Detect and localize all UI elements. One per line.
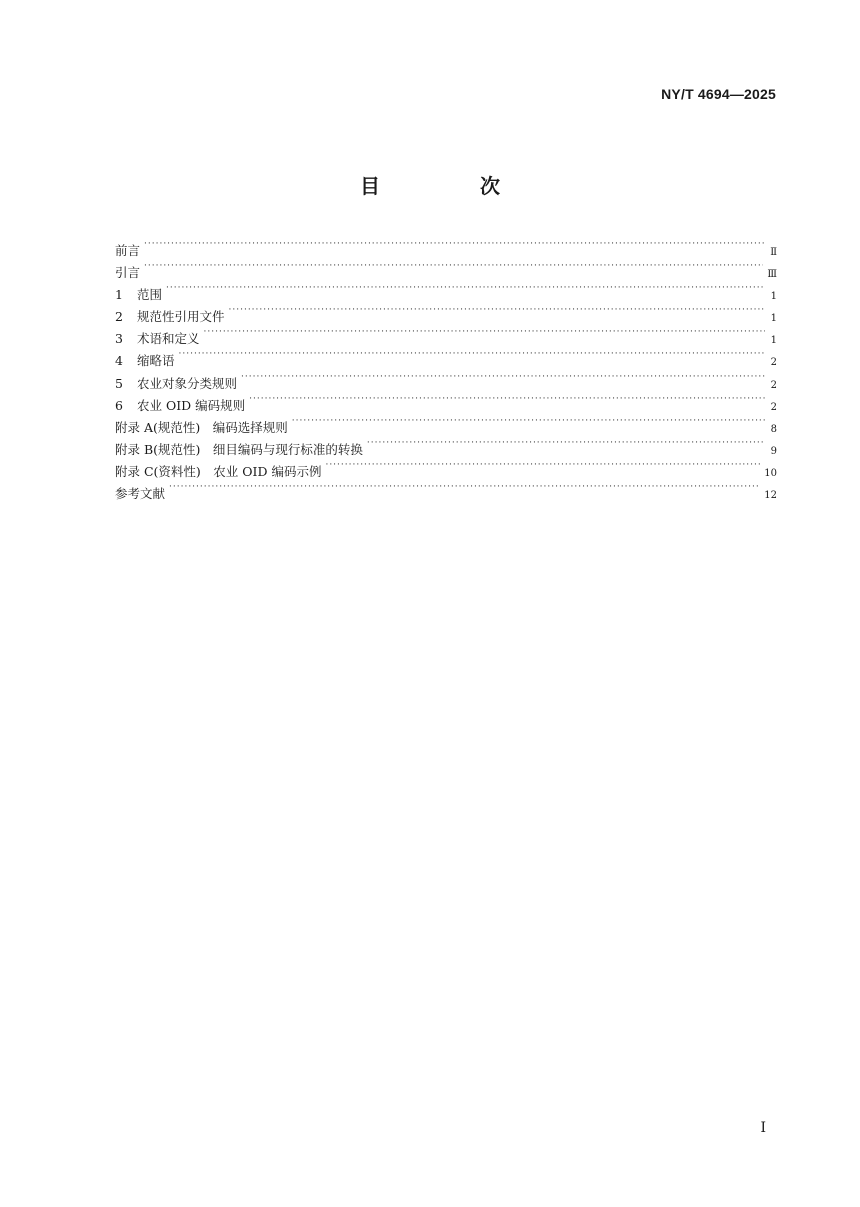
- section-number: 1: [115, 287, 123, 303]
- dot-leader: [229, 299, 765, 321]
- section-number: 3: [115, 331, 123, 347]
- toc-entry-page: 1: [770, 335, 777, 347]
- toc-entry-page: 8: [770, 423, 777, 435]
- toc-entry-label: 前言: [115, 243, 141, 258]
- toc-entry-abbreviations[interactable]: [115, 343, 777, 369]
- toc-entry-page: Ⅲ: [767, 269, 777, 281]
- toc-entry-page: 2: [770, 379, 777, 391]
- section-number: 5: [115, 375, 123, 391]
- toc-entry-foreword[interactable]: [115, 233, 777, 258]
- section-number: 4: [115, 353, 123, 369]
- toc-entry-page: 9: [770, 445, 777, 457]
- toc-entry-page: 12: [764, 490, 777, 502]
- toc-entry-introduction[interactable]: [115, 255, 777, 281]
- toc-entry-label: 3 术语和定义: [115, 328, 204, 350]
- dot-leader: [241, 366, 765, 388]
- dot-leader: [367, 432, 765, 454]
- toc-entry-label: 参考文献: [115, 486, 166, 502]
- dot-leader: [204, 321, 765, 343]
- dot-leader: [144, 233, 765, 255]
- table-of-contents: [115, 233, 777, 502]
- toc-entry-terms-definitions[interactable]: [115, 321, 777, 347]
- dot-leader: [144, 255, 763, 277]
- toc-entry-normative-references[interactable]: [115, 299, 777, 325]
- dot-leader: [169, 476, 760, 498]
- dot-leader: [166, 277, 765, 299]
- toc-entry-label: 6 农业 OID 编码规则: [115, 395, 249, 417]
- standard-code: NY/T 4694—2025: [661, 86, 776, 102]
- page-title: 目 次: [360, 174, 540, 198]
- toc-entry-label: 5 农业对象分类规则: [115, 373, 241, 395]
- toc-entry-label: 附录 A(规范性) 编码选择规则: [115, 419, 288, 435]
- section-number: 2: [115, 309, 123, 325]
- page-number: I: [760, 1120, 766, 1136]
- toc-entry-label: 2 规范性引用文件: [115, 306, 229, 328]
- dot-leader: [249, 388, 765, 410]
- toc-entry-label: 4 缩略语: [115, 350, 179, 372]
- dot-leader: [292, 410, 765, 432]
- toc-entry-label: 附录 B(规范性) 细目编码与现行标准的转换: [115, 441, 363, 457]
- toc-entry-bibliography[interactable]: [115, 476, 777, 502]
- toc-entry-label: 引言: [115, 265, 141, 281]
- toc-entry-page: 2: [770, 401, 777, 413]
- dot-leader: [179, 343, 765, 365]
- toc-entry-page: 10: [764, 467, 777, 479]
- section-number: 6: [115, 397, 123, 413]
- toc-entry-scope[interactable]: [115, 277, 777, 303]
- toc-entry-label: 1 范围: [115, 284, 166, 306]
- dot-leader: [325, 454, 760, 476]
- toc-entry-page: 1: [770, 291, 777, 303]
- toc-entry-classification-rules[interactable]: [115, 366, 777, 391]
- toc-entry-page: Ⅱ: [770, 247, 777, 258]
- toc-entry-page: 2: [770, 357, 777, 369]
- toc-entry-page: 1: [770, 313, 777, 325]
- toc-entry-label: 附录 C(资料性) 农业 OID 编码示例: [115, 463, 322, 479]
